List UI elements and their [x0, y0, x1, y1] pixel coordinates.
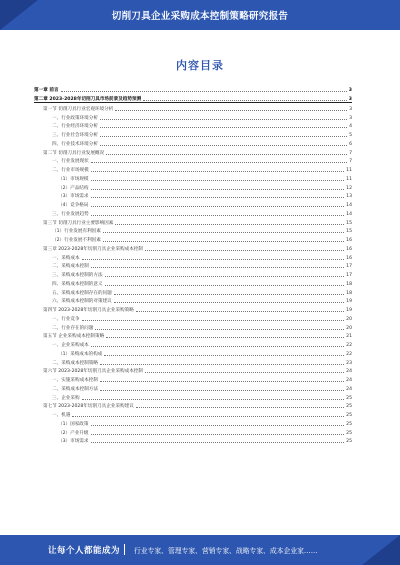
toc-page-number: 12	[346, 185, 352, 191]
toc-page-number: 7	[349, 150, 352, 156]
toc-leader-dots	[145, 371, 344, 373]
toc-entry-label: 一、机遇	[52, 413, 71, 418]
toc-page-number: 24	[346, 378, 352, 383]
toc-entry-label: （1）国家政策	[58, 421, 89, 427]
toc-leader-dots	[91, 433, 345, 435]
toc-entry[interactable]	[34, 427, 352, 436]
toc-page-number: 3	[349, 106, 352, 112]
toc-entry-label: 第三节 切削刀具行业主要影响因素	[43, 220, 114, 226]
toc-entry-label: 第三章 2023-2028年切削刀具企业采购成本控制	[43, 246, 144, 252]
footer-bar	[0, 535, 400, 565]
toc-entry-label: 五、采购成本控制存在的问题	[52, 290, 112, 296]
toc-entry-label: 第五节 企业采购成本控制策略	[43, 334, 105, 340]
toc-leader-dots	[82, 398, 345, 400]
toc-leader-dots	[82, 258, 345, 260]
toc-page-number: 25	[346, 421, 352, 427]
toc-leader-dots	[104, 354, 344, 356]
toc-page-number: 20	[346, 325, 352, 331]
toc-page-number: 7	[349, 159, 352, 165]
toc-page-number: 5	[349, 133, 352, 138]
toc-entry-label: （2）行业发展不利因素	[52, 238, 101, 243]
toc-entry-label: （3）市场需求	[58, 439, 89, 445]
toc-page-number: 14	[346, 211, 352, 217]
table-of-contents	[34, 84, 352, 444]
toc-entry[interactable]	[34, 287, 352, 296]
toc-leader-dots	[100, 389, 344, 391]
toc-entry[interactable]	[34, 234, 352, 243]
toc-entry-label: 一、采购成本	[52, 255, 80, 261]
toc-page-number: 14	[346, 203, 352, 208]
toc-entry-label: 三、行业发展趋势	[52, 211, 89, 217]
toc-entry[interactable]	[34, 199, 352, 208]
toc-entry-label: 六、采购成本控制的对策建议	[52, 299, 112, 305]
footer-divider	[124, 544, 125, 555]
toc-leader-dots	[103, 231, 344, 233]
toc-leader-dots	[145, 249, 344, 251]
toc-page-number: 22	[346, 343, 352, 348]
toc-page-number: 25	[346, 413, 352, 418]
toc-page-number: 6	[349, 141, 352, 147]
document-title: 切削刀具企业采购成本控制策略研究报告	[111, 11, 289, 22]
toc-page-number: 16	[346, 246, 352, 252]
toc-leader-dots	[115, 223, 344, 225]
toc-leader-dots	[136, 310, 344, 312]
toc-page-number: 25	[346, 404, 352, 410]
toc-leader-dots	[61, 90, 347, 92]
toc-leader-dots	[91, 188, 345, 190]
toc-leader-dots	[91, 441, 345, 443]
toc-entry-label: 一、实施采购成本控制	[52, 378, 98, 383]
toc-page-number: 11	[346, 168, 352, 173]
toc-page-number: 11	[346, 176, 352, 182]
toc-entry[interactable]	[34, 392, 352, 401]
toc-entry[interactable]	[34, 121, 352, 130]
toc-leader-dots	[114, 293, 344, 295]
toc-entry[interactable]	[34, 409, 352, 418]
toc-page-number: 15	[346, 229, 352, 235]
toc-entry[interactable]	[34, 147, 352, 156]
toc-entry[interactable]	[34, 252, 352, 261]
toc-leader-dots	[100, 126, 347, 128]
toc-page-number: 24	[346, 386, 352, 392]
toc-leader-dots	[100, 363, 344, 365]
toc-leader-dots	[114, 301, 344, 303]
toc-entry[interactable]	[34, 348, 352, 357]
toc-entry[interactable]	[34, 401, 352, 410]
toc-page-number: 4	[349, 124, 352, 130]
toc-entry-label: （4）竞争格局	[58, 203, 89, 208]
toc-entry[interactable]	[34, 278, 352, 287]
toc-leader-dots	[91, 179, 345, 181]
toc-entry-label: 二、采购成本控制方法	[52, 386, 98, 392]
page-title: 内容目录	[176, 59, 224, 72]
toc-entry-label: 一、企业采购成本	[52, 343, 89, 348]
toc-page-number: 16	[346, 255, 352, 261]
toc-leader-dots	[100, 380, 344, 382]
toc-entry-label: （1）市场规模	[58, 176, 89, 182]
toc-leader-dots	[91, 170, 344, 172]
toc-entry-label: 二、行业市场规模	[52, 168, 89, 173]
toc-entry-label: 二、采购成本控制策略	[52, 360, 98, 366]
toc-leader-dots	[91, 196, 345, 198]
toc-entry-label: 二、行业存在的问题	[52, 325, 94, 331]
toc-leader-dots	[91, 345, 344, 347]
toc-page-number: 3	[349, 115, 352, 121]
toc-leader-dots	[72, 415, 344, 417]
toc-leader-dots	[91, 214, 344, 216]
toc-page-number: 24	[346, 369, 352, 375]
toc-entry[interactable]	[34, 357, 352, 366]
toc-entry[interactable]	[34, 331, 352, 340]
toc-page-number: 17	[346, 273, 352, 278]
toc-page-number: 3	[348, 96, 352, 102]
toc-entry[interactable]	[34, 226, 352, 235]
toc-entry-label: 一、行业政策环境分析	[52, 115, 98, 121]
toc-entry[interactable]	[34, 112, 352, 121]
toc-leader-dots	[91, 161, 347, 163]
header-bar	[0, 0, 400, 30]
toc-page-number: 18	[346, 290, 352, 296]
toc-entry-label: （1）采购成本的构成	[58, 351, 103, 357]
toc-entry[interactable]	[34, 156, 352, 165]
footer-slogan: 让每个人都能成为	[48, 546, 121, 556]
toc-entry-label: （2）产业升级	[58, 430, 89, 436]
toc-entry-label: （1）行业发展有利因素	[52, 229, 101, 235]
toc-entry-label: （3）市场需求	[58, 194, 89, 200]
toc-entry[interactable]	[34, 269, 352, 278]
toc-leader-dots	[105, 284, 345, 286]
toc-page-number: 22	[346, 351, 352, 357]
footer-accent-shape	[362, 535, 400, 565]
toc-leader-dots	[106, 336, 344, 338]
toc-entry[interactable]	[34, 261, 352, 270]
toc-entry-label: 一、行业发展现状	[52, 159, 89, 165]
toc-leader-dots	[105, 275, 345, 277]
toc-page-number: 17	[346, 264, 352, 270]
toc-entry[interactable]	[34, 103, 352, 112]
toc-leader-dots	[91, 266, 344, 268]
toc-entry[interactable]	[34, 374, 352, 383]
toc-entry-label: 四、采购成本控制的意义	[52, 281, 103, 287]
toc-entry[interactable]	[34, 164, 352, 173]
toc-entry-label: 一、行业竞争	[52, 316, 80, 322]
toc-entry[interactable]	[34, 173, 352, 182]
footer-tagline: 行业专家、管理专家、营销专家、战略专家、成本企业家……	[134, 547, 318, 555]
toc-entry[interactable]	[34, 182, 352, 191]
toc-page-number: 3	[348, 87, 352, 93]
toc-leader-dots	[103, 240, 344, 242]
toc-entry[interactable]	[34, 243, 352, 252]
toc-entry-label: 第六节 2023-2028年切削刀具企业采购成本控制	[43, 369, 144, 375]
toc-entry-label: 第四节 2023-2028年切削刀具企业采购策略	[43, 308, 134, 313]
toc-leader-dots	[91, 424, 345, 426]
toc-page-number: 19	[346, 299, 352, 305]
toc-entry[interactable]	[34, 418, 352, 427]
toc-entry[interactable]	[34, 191, 352, 200]
toc-entry-label: 二、采购成本控制	[52, 264, 89, 270]
toc-leader-dots	[100, 144, 347, 146]
toc-entry[interactable]	[34, 366, 352, 375]
toc-leader-dots	[95, 328, 344, 330]
toc-entry[interactable]	[34, 129, 352, 138]
toc-leader-dots	[136, 406, 344, 408]
toc-entry[interactable]	[34, 304, 352, 313]
toc-entry[interactable]	[34, 138, 352, 147]
toc-leader-dots	[100, 135, 347, 137]
toc-page-number: 21	[346, 334, 352, 340]
toc-page-number: 19	[346, 308, 352, 313]
toc-entry[interactable]	[34, 208, 352, 217]
toc-page-number: 15	[346, 220, 352, 226]
toc-entry-label: 三、行业社会环境分析	[52, 133, 98, 138]
toc-entry[interactable]	[34, 313, 352, 322]
toc-entry[interactable]	[34, 339, 352, 348]
toc-entry[interactable]	[34, 322, 352, 331]
toc-entry-label: 第二章 2023-2028年切削刀具市场前景及趋势预测	[34, 96, 142, 102]
toc-page-number: 25	[346, 439, 352, 445]
toc-page-number: 25	[346, 430, 352, 436]
toc-entry-label: （2）产品结构	[58, 185, 89, 191]
toc-leader-dots	[82, 319, 345, 321]
toc-entry-label: 三、企业采购	[52, 395, 80, 401]
toc-page-number: 23	[346, 360, 352, 366]
toc-entry-label: 第二节 切削刀具行业发展概况	[43, 150, 105, 156]
toc-entry-label: 第一章 前言	[34, 87, 59, 93]
toc-entry[interactable]	[34, 93, 352, 102]
toc-page-number: 18	[346, 281, 352, 287]
toc-entry-label: 第七节 2023-2028年切削刀具企业采购建议	[43, 404, 134, 410]
toc-entry[interactable]	[34, 217, 352, 226]
toc-entry[interactable]	[34, 296, 352, 305]
toc-leader-dots	[115, 109, 347, 111]
toc-entry-label: 三、采购成本控制的方法	[52, 273, 103, 278]
toc-page-number: 25	[346, 395, 352, 401]
toc-entry-label: 二、行业经济环境分析	[52, 124, 98, 130]
toc-leader-dots	[100, 118, 347, 120]
toc-leader-dots	[143, 99, 347, 101]
toc-entry[interactable]	[34, 84, 352, 93]
toc-entry-label: 四、行业技术环境分析	[52, 141, 98, 147]
toc-entry-label: 第一节 切削刀具行业宏观环境分析	[43, 106, 114, 112]
toc-page-number: 13	[346, 194, 352, 200]
toc-entry[interactable]	[34, 383, 352, 392]
toc-page-number: 16	[346, 238, 352, 243]
toc-page-number: 20	[346, 316, 352, 322]
toc-entry[interactable]	[34, 436, 352, 445]
toc-leader-dots	[106, 153, 347, 155]
toc-leader-dots	[91, 205, 345, 207]
